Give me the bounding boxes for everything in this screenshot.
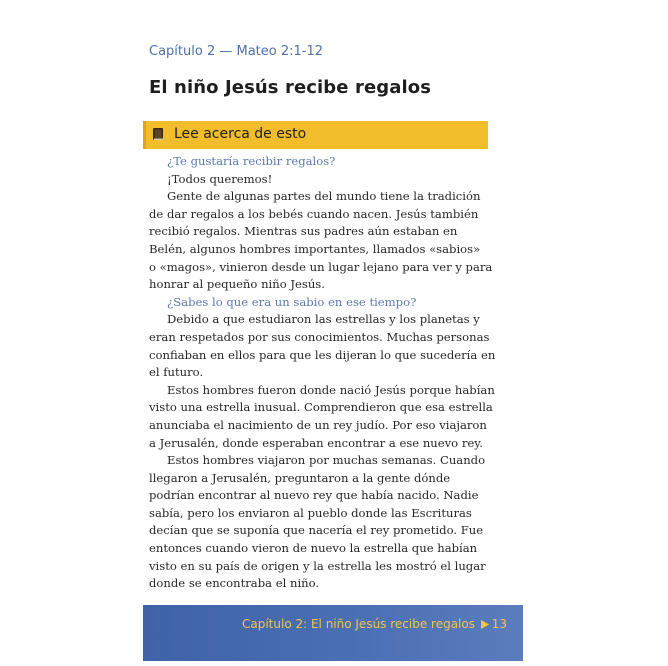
text-line: anunciaba el nacimiento de un rey judío. Por eso viajaron <box>149 417 487 432</box>
footer-chapter-title: Capítulo 2: El niño Jesús recibe regalos <box>241 617 475 631</box>
paragraph-2 <box>149 188 493 294</box>
paragraph-3 <box>149 311 496 381</box>
question-1: ¿Te gustaría recibir regalos? <box>167 154 336 168</box>
paragraph-5 <box>149 452 486 593</box>
text-line: Debido a que estudiaron las estrellas y los planetas y <box>167 312 480 327</box>
text-line: honrar al pequeño niño Jesús. <box>149 277 325 292</box>
paragraph-4 <box>149 382 495 452</box>
paragraph-1 <box>149 171 474 189</box>
section-label: Lee acerca de esto <box>174 126 307 142</box>
text-line: de dar regalos a los bebés cuando nacen. Jesús también <box>149 206 479 221</box>
text-line: o «magos», vinieron desde un lugar lejano para ver y para <box>149 259 493 274</box>
page-footer <box>143 605 523 661</box>
text-line: Estos hombres viajaron por muchas semanas. Cuando <box>167 453 486 468</box>
text-line: podrían encontrar al nuevo rey que había nacido. Nadie <box>149 488 479 503</box>
text-line: recibió regalos. Mientras sus padres aún estaban en <box>149 224 458 239</box>
chapter-reference: Capítulo 2 — Mateo 2:1-12 <box>149 44 323 59</box>
text-line: el futuro. <box>149 365 204 380</box>
text-line: sabía, pero los enviaron al pueblo donde las Escrituras <box>149 505 472 520</box>
text-line: eran respetados por sus conocimientos. Muchas personas <box>149 329 490 344</box>
triangle-right-icon <box>481 620 489 629</box>
text-line: Gente de algunas partes del mundo tiene la tradición <box>167 189 481 204</box>
page-title: El niño Jesús recibe regalos <box>149 77 432 98</box>
book-icon <box>153 128 164 141</box>
text-line: visto una estrella inusual. Comprendieron que esa estrella <box>149 400 493 415</box>
text-line: donde se encontraba el niño. <box>149 576 320 591</box>
text-line: llegaron a Jerusalén, preguntaron a la gente dónde <box>149 470 451 485</box>
text-line: ¡Todos queremos! <box>167 171 273 186</box>
text-line: Belén, algunos hombres importantes, llamados «sabios» <box>149 241 481 256</box>
text-line: entonces cuando vieron de nuevo la estrella que habían <box>149 541 478 556</box>
section-banner <box>143 121 488 149</box>
text-line: Estos hombres fueron donde nació Jesús porque habían <box>167 382 495 397</box>
page-number: 13 <box>491 617 507 631</box>
question-2: ¿Sabes lo que era un sabio en ese tiempo? <box>167 294 417 309</box>
text-line: decían que se suponía que nacería el rey prometido. Fue <box>149 523 484 538</box>
text-line: visto en su país de origen y la estrella les mostró el lugar <box>149 558 486 573</box>
text-line: confiaban en ellos para que les dijeran lo que sucedería en <box>149 347 496 362</box>
reading-text <box>149 153 496 593</box>
text-line: a Jerusalén, donde esperaban encontrar a ese nuevo rey. <box>149 435 483 450</box>
